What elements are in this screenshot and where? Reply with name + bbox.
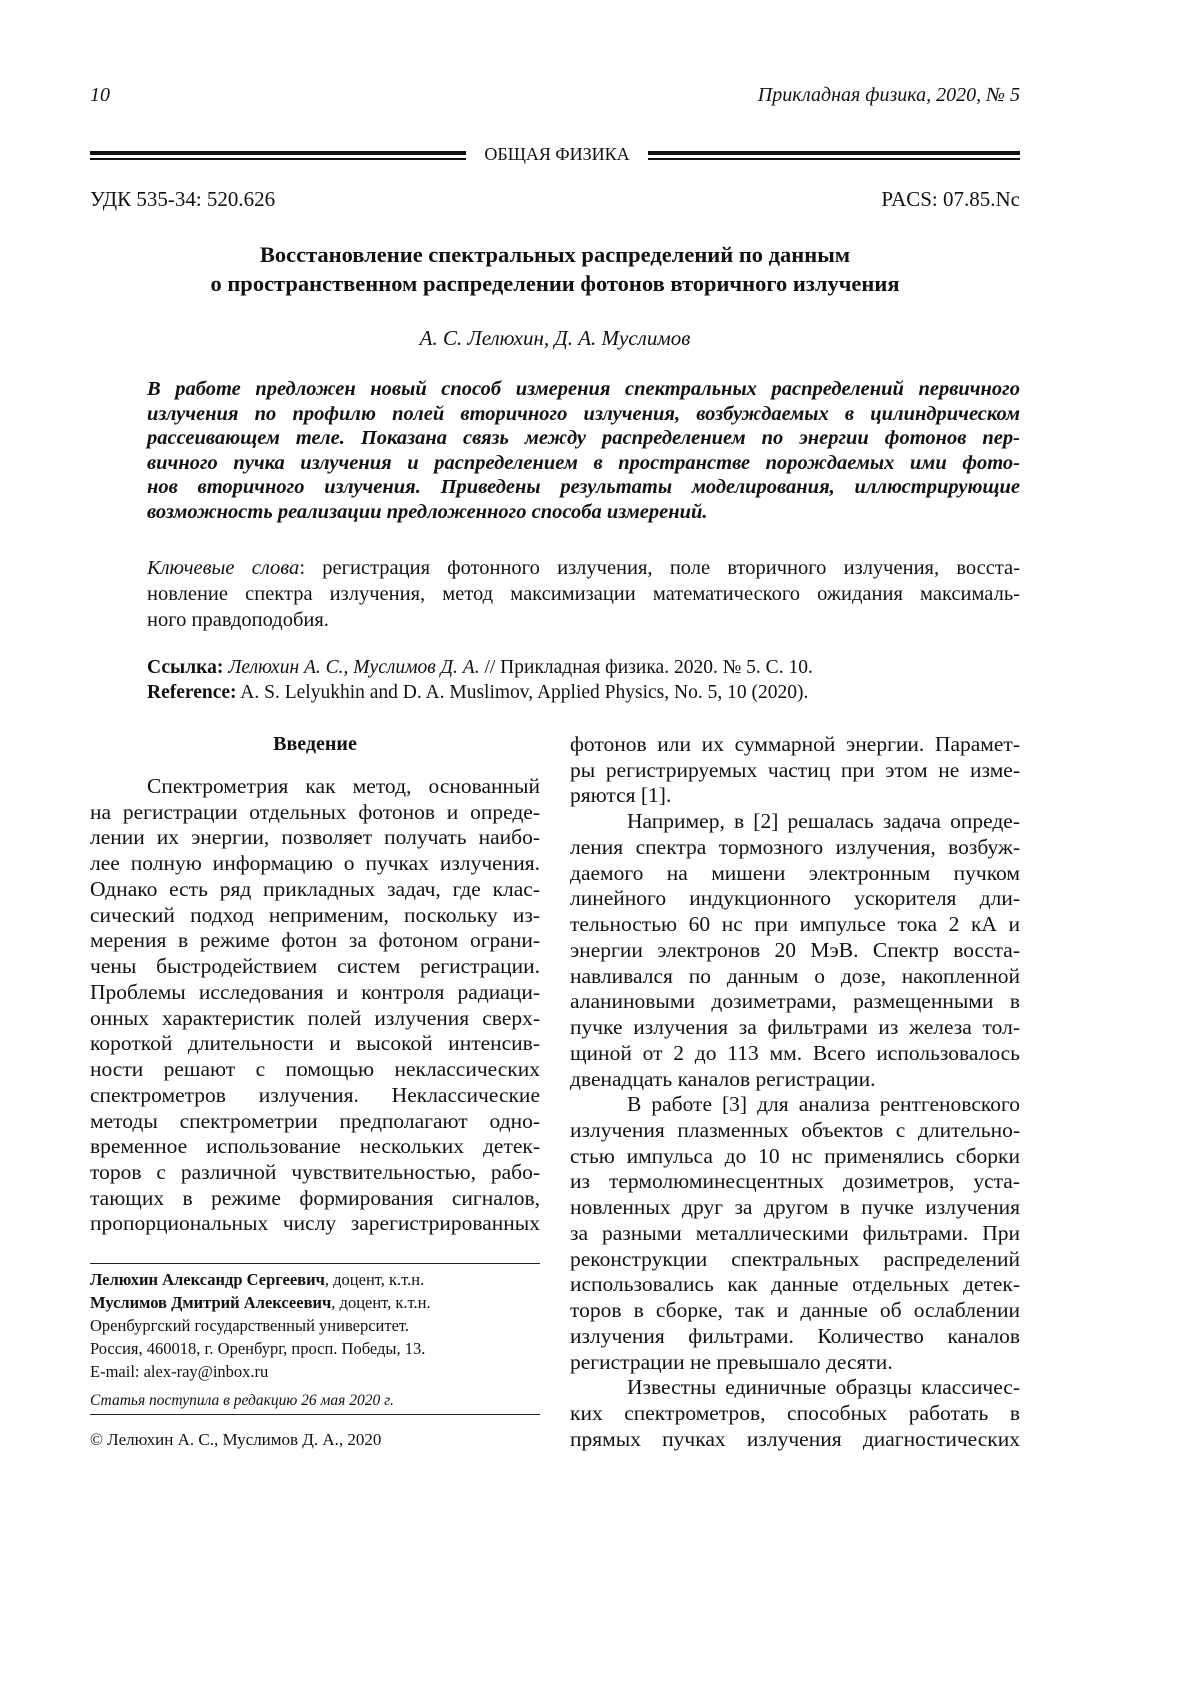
paragraph-line: даемого на мишени электронным пучком xyxy=(570,861,1020,887)
paragraph-line: спектрометров излучения. Неклассические xyxy=(90,1083,540,1109)
citation-authors: Лелюхин А. С., Муслимов Д. А. xyxy=(228,657,479,678)
paragraph xyxy=(570,1092,1020,1375)
author-role: , доцент, к.т.н. xyxy=(325,1270,424,1289)
paragraph-line: излучения плазменных объектов с длительно- xyxy=(570,1118,1020,1144)
email: E-mail: alex-ray@inbox.ru xyxy=(90,1360,540,1383)
paragraph-line: лении их энергии, позволяет получать наибо- xyxy=(90,825,540,851)
paragraph-line: двенадцать каналов регистрации. xyxy=(570,1067,1020,1093)
paragraph-line: пучке излучения за фильтрами из железа тол- xyxy=(570,1015,1020,1041)
paragraph-line: из термолюминесцентных дозиметров, уста- xyxy=(570,1169,1020,1195)
section-rule-right xyxy=(648,151,1020,160)
paragraph-line: мерения в режиме фотон за фотоном ограни- xyxy=(90,928,540,954)
abstract-line: возможность реализации предложенного способа измерений. xyxy=(147,500,1020,525)
keywords-label: Ключевые слова xyxy=(147,557,299,579)
paragraph-line: фотонов или их суммарной энергии. Парамет- xyxy=(570,732,1020,758)
paragraph-line: регистрации не превышало десяти. xyxy=(570,1350,1020,1376)
paragraph-line: Например, в [2] решалась задача опреде- xyxy=(570,809,1020,835)
keywords-text: : регистрация фотонного излучения, поле вторичного излучения, восста- xyxy=(299,557,1020,579)
paragraph-line: стью импульса до 10 нс применялись сборки xyxy=(570,1144,1020,1170)
affiliation: Оренбургский государственный университет. xyxy=(90,1314,540,1337)
footnote-rule xyxy=(90,1263,540,1264)
author-role: , доцент, к.т.н. xyxy=(331,1293,430,1312)
footnote-divider xyxy=(90,1414,540,1415)
article-title xyxy=(90,240,1020,298)
citation-text: // Прикладная физика. 2020. № 5. С. 10. xyxy=(480,657,813,678)
author-name: Лелюхин Александр Сергеевич xyxy=(90,1270,325,1289)
author-name: Муслимов Дмитрий Алексеевич xyxy=(90,1293,331,1312)
paragraph-line: торов с различной чувствительностью, рабо- xyxy=(90,1160,540,1186)
paragraph-line: торов в сборке, так и данные об ослаблении xyxy=(570,1298,1020,1324)
reference-label: Reference: xyxy=(147,682,237,703)
udk-code: УДК 535-34: 520.626 xyxy=(90,187,275,212)
paragraph-line: за разными металлическими фильтрами. При xyxy=(570,1221,1020,1247)
paragraph-line: чены быстродействием систем регистрации. xyxy=(90,954,540,980)
abstract-line: нов вторичного излучения. Приведены результаты моделирования, иллюстрирующие xyxy=(147,475,1020,500)
paragraph-line: новленных друг за другом в пучке излучения xyxy=(570,1195,1020,1221)
paragraph xyxy=(570,809,1020,1092)
keywords xyxy=(147,555,1020,633)
paragraph-line: тающих в режиме формирования сигналов, xyxy=(90,1186,540,1212)
copyright: © Лелюхин А. С., Муслимов Д. А., 2020 xyxy=(90,1428,540,1451)
title-line: Восстановление спектральных распределений по данным xyxy=(90,240,1020,269)
paragraph-line: ности решают с помощью неклассических xyxy=(90,1057,540,1083)
paragraph-line: онных характеристик полей излучения сверх- xyxy=(90,1006,540,1032)
pacs-code: PACS: 07.85.Nc xyxy=(881,187,1020,212)
paragraph-line: реконструкции спектральных распределений xyxy=(570,1247,1020,1273)
paragraph-line: пропорциональных числу зарегистрированных xyxy=(90,1211,540,1237)
abstract-line: рассеивающем теле. Показана связь между распределением по энергии фотонов пер- xyxy=(147,426,1020,451)
paragraph-line: прямых пучках излучения диагностических xyxy=(570,1427,1020,1453)
paragraph-line: ления спектра тормозного излучения, возбуж- xyxy=(570,835,1020,861)
left-column xyxy=(90,774,540,1237)
paragraph-line: сический подход неприменим, поскольку из- xyxy=(90,903,540,929)
reference-text: A. S. Lelyukhin and D. A. Muslimov, Applied Physics, No. 5, 10 (2020). xyxy=(237,682,809,703)
paragraph-line: Известны единичные образцы классичес- xyxy=(570,1375,1020,1401)
journal-running-head: Прикладная физика, 2020, № 5 xyxy=(758,84,1020,107)
paragraph xyxy=(570,1375,1020,1452)
paragraph-line: Спектрометрия как метод, основанный xyxy=(90,774,540,800)
page-number: 10 xyxy=(90,84,110,107)
paragraph-line: временное использование нескольких детек- xyxy=(90,1134,540,1160)
paragraph xyxy=(570,732,1020,809)
paragraph-line: ких спектрометров, способных работать в xyxy=(570,1401,1020,1427)
paragraph-line: ряются [1]. xyxy=(570,783,1020,809)
section-heading: ОБЩАЯ ФИЗИКА xyxy=(466,144,648,165)
abstract xyxy=(147,377,1020,524)
section-rule-left xyxy=(90,151,466,160)
paragraph-line: Проблемы исследования и контроля радиаци- xyxy=(90,980,540,1006)
abstract-line: излучения по профилю полей вторичного излучения, возбуждаемых в цилиндрическом xyxy=(147,402,1020,427)
citation-label: Ссылка: xyxy=(147,657,223,678)
paragraph-line: аланиновыми дозиметрами, размещенными в xyxy=(570,989,1020,1015)
right-column xyxy=(570,732,1020,1453)
keywords-text: новление спектра излучения, метод максимизации математического ожидания максималь- xyxy=(147,581,1020,607)
paragraph-line: В работе [3] для анализа рентгеновского xyxy=(570,1092,1020,1118)
intro-heading: Введение xyxy=(90,733,540,756)
paragraph-line: тельностью 60 нс при импульсе тока 2 кА и xyxy=(570,912,1020,938)
paragraph-line: лее полную информацию о пучках излучения. xyxy=(90,851,540,877)
citation-block xyxy=(147,655,813,705)
paragraph-line: линейного индукционного ускорителя дли- xyxy=(570,886,1020,912)
paragraph-line: излучения фильтрами. Количество каналов xyxy=(570,1324,1020,1350)
abstract-line: В работе предложен новый способ измерения спектральных распределений первичного xyxy=(147,377,1020,402)
received-date: Статья поступила в редакцию 26 мая 2020 г. xyxy=(90,1389,540,1412)
article-authors: А. С. Лелюхин, Д. А. Муслимов xyxy=(90,326,1020,351)
paragraph-line: энергии электронов 20 МэВ. Спектр восста- xyxy=(570,938,1020,964)
author-info xyxy=(90,1268,540,1383)
paragraph-line: Однако есть ряд прикладных задач, где клас- xyxy=(90,877,540,903)
paragraph-line: короткой длительности и высокой интенсив- xyxy=(90,1031,540,1057)
paragraph-line: щиной от 2 до 113 мм. Всего использовалось xyxy=(570,1041,1020,1067)
title-line: о пространственном распределении фотонов вторичного излучения xyxy=(90,269,1020,298)
paragraph-line: использовались как данные отдельных детек- xyxy=(570,1272,1020,1298)
paragraph-line: на регистрации отдельных фотонов и опреде- xyxy=(90,800,540,826)
abstract-line: вичного пучка излучения и распределением в пространстве порождаемых ими фото- xyxy=(147,451,1020,476)
paragraph-line: навливался по данным о дозе, накопленной xyxy=(570,964,1020,990)
paragraph xyxy=(90,774,540,1237)
keywords-text: ного правдоподобия. xyxy=(147,607,1020,633)
paragraph-line: методы спектрометрии предполагают одно- xyxy=(90,1109,540,1135)
address: Россия, 460018, г. Оренбург, просп. Победы, 13. xyxy=(90,1337,540,1360)
paragraph-line: ры регистрируемых частиц при этом не изме- xyxy=(570,758,1020,784)
